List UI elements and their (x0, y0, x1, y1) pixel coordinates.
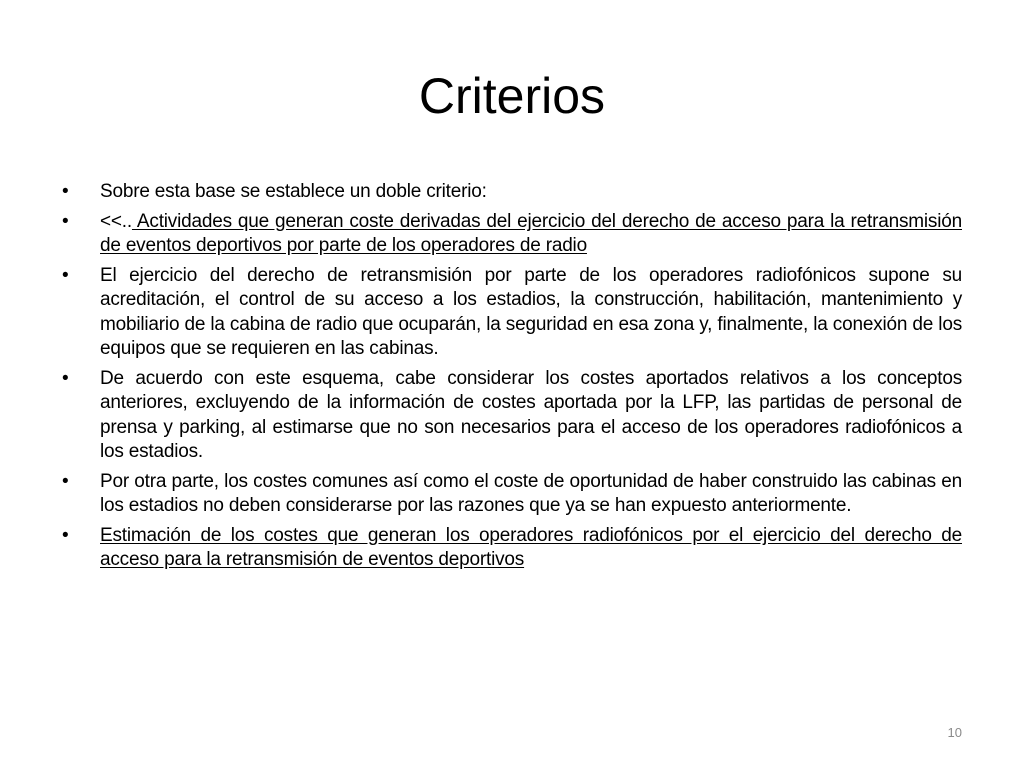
bullet-dot-icon: • (62, 210, 69, 232)
bullet-text-container (100, 524, 962, 573)
slide-title: Criterios (418, 68, 606, 124)
bullet-list (62, 180, 962, 578)
bullet-prefix: <<.. (100, 210, 132, 232)
page-number: 10 (947, 725, 962, 740)
bullet-dot-icon: • (62, 367, 69, 389)
bullet-item-3 (62, 264, 962, 362)
bullet-text: De acuerdo con este esquema, cabe considerar los costes aportados relativos a los conceptos anteriores, excluyendo de la información de costes aportada por la LFP, las partidas de personal de prensa y parking, al estimarse que no son necesarios para el acceso de los operadores radiofónicos a los estadios. (100, 367, 962, 462)
bullet-text: El ejercicio del derecho de retransmisión por parte de los operadores radiofónicos supone su acreditación, el control de su acceso a los estadios, la construcción, habilitación, mantenimiento y mobiliario de la cabina de radio que ocuparán, la seguridad en esa zona y, finalmente, la conexión de los equipos que se requieren en las cabinas. (100, 264, 962, 359)
bullet-text-underlined: Actividades que generan coste derivadas del ejercicio del derecho de acceso para la retransmisión de eventos deportivos por parte de los operadores de radio (100, 210, 962, 256)
bullet-text-underlined: Estimación de los costes que generan los operadores radiofónicos por el ejercicio del derecho de acceso para la retransmisión de eventos deportivos (100, 524, 962, 570)
bullet-item-2 (62, 210, 962, 259)
bullet-item-4 (62, 367, 962, 465)
bullet-item-6 (62, 524, 962, 573)
bullet-dot-icon: • (62, 524, 69, 546)
bullet-item-5 (62, 470, 962, 519)
bullet-text: Sobre esta base se establece un doble criterio: (100, 181, 487, 202)
bullet-item-1 (62, 180, 962, 205)
bullet-text-container (100, 210, 962, 259)
bullet-dot-icon: • (62, 181, 69, 202)
bullet-dot-icon: • (62, 470, 69, 492)
bullet-dot-icon: • (62, 264, 69, 286)
bullet-text: Por otra parte, los costes comunes así como el coste de oportunidad de haber construido las cabinas en los estadios no deben considerarse por las razones que ya se han expuesto anteriormente. (100, 470, 962, 516)
